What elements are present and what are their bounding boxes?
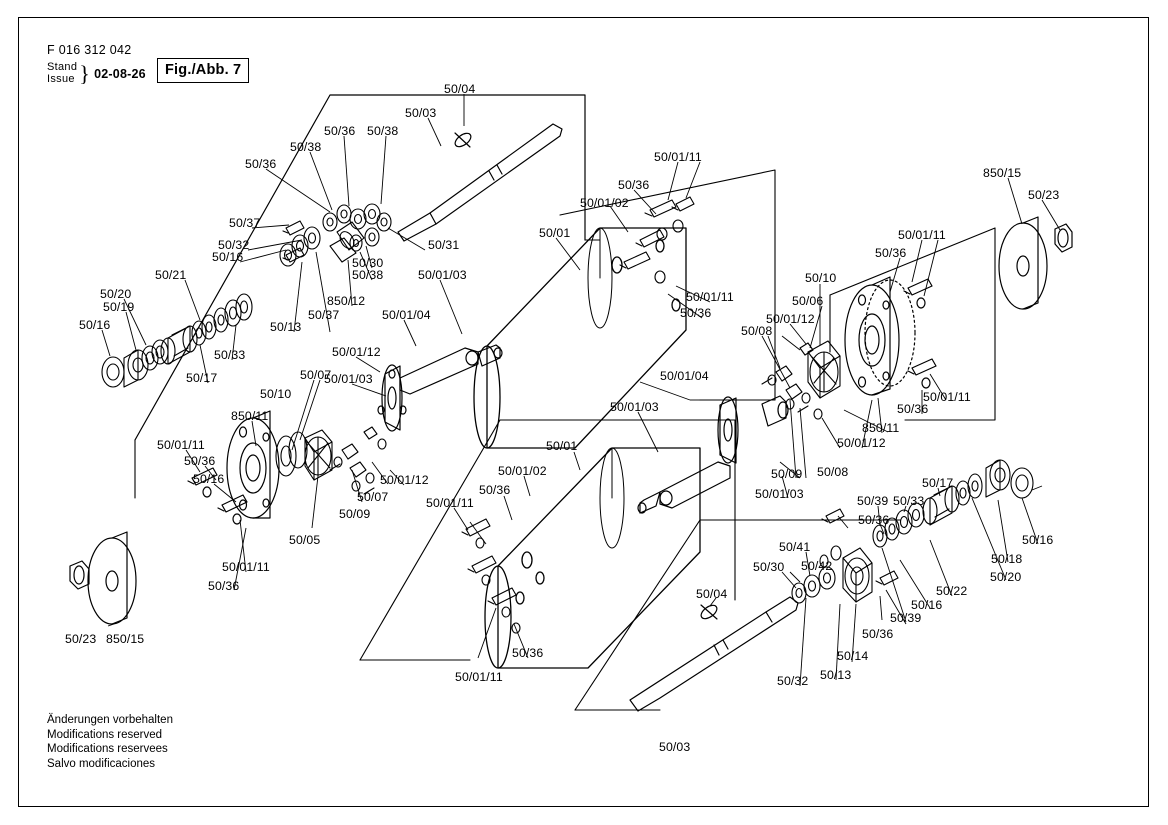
callout-label: 50/20	[990, 570, 1022, 584]
callout-label: 50/32	[218, 238, 250, 252]
callout-label: 50/01	[546, 439, 578, 453]
stand-issue-labels	[47, 62, 77, 85]
callout-label: 50/05	[289, 533, 321, 547]
callout-label: 50/01/11	[157, 438, 205, 452]
callout-label: 50/36	[858, 513, 890, 527]
callout-label: 50/01/04	[660, 369, 709, 383]
callout-label: 50/01/11	[686, 290, 734, 304]
callout-label: 50/07	[357, 490, 389, 504]
callout-label: 50/03	[405, 106, 437, 120]
callout-label: 50/10	[260, 387, 292, 401]
callout-label: 50/07	[300, 368, 332, 382]
callout-label: 50/38	[352, 268, 384, 282]
callout-label: 50/18	[991, 552, 1023, 566]
callout-label: 50/23	[65, 632, 97, 646]
callout-label: 850/15	[106, 632, 145, 646]
callout-label: 50/36	[324, 124, 356, 138]
callout-label: 50/19	[103, 300, 135, 314]
callout-label: 50/16	[212, 250, 244, 264]
callout-label: 50/36	[618, 178, 650, 192]
brace-glyph: }	[79, 60, 91, 86]
callout-label: 50/10	[805, 271, 837, 285]
legal-footer	[47, 713, 173, 771]
callout-label: 50/08	[817, 465, 849, 479]
callout-label: 50/41	[779, 540, 811, 554]
stand-label: Stand	[47, 61, 78, 73]
callout-label: 50/01/03	[324, 372, 373, 386]
footer-line-en: Modifications reserved	[47, 728, 163, 741]
callout-label: 50/01/04	[382, 308, 431, 322]
callout-label: 50/36	[862, 627, 894, 641]
callout-label: 50/20	[100, 287, 132, 301]
callout-label: 50/33	[893, 494, 925, 508]
page-border	[18, 17, 1149, 807]
callout-label: 50/04	[444, 82, 476, 96]
callout-label: 50/36	[897, 402, 929, 416]
footer-line-de: Änderungen vorbehalten	[47, 714, 173, 726]
callout-label: 50/13	[270, 320, 302, 334]
callout-label: 50/01/12	[837, 436, 886, 450]
callout-label: 50/01/02	[580, 196, 629, 210]
callout-label: 50/30	[753, 560, 785, 574]
callout-label: 50/03	[659, 740, 691, 754]
callout-label: 50/01/12	[766, 312, 815, 326]
callout-label: 50/01/03	[755, 487, 804, 501]
callout-label: 50/36	[875, 246, 907, 260]
part-number: F 016 312 042	[47, 43, 132, 57]
callout-label: 50/36	[680, 306, 712, 320]
issue-label: Issue	[47, 72, 75, 85]
callout-label: 50/21	[155, 268, 187, 282]
callout-label: 50/01/11	[654, 150, 702, 164]
callout-label: 50/36	[245, 157, 277, 171]
callout-label: 50/39	[890, 611, 922, 625]
callout-label: 50/16	[1022, 533, 1054, 547]
callout-label: 50/32	[777, 674, 809, 688]
callout-label: 50/04	[696, 587, 728, 601]
callout-label: 50/17	[186, 371, 218, 385]
callout-label: 50/36	[184, 454, 216, 468]
footer-line-es: Salvo modificaciones	[47, 757, 156, 770]
callout-label: 50/36	[208, 579, 240, 593]
callout-label: 850/11	[862, 421, 900, 435]
callout-label: 50/01/11	[923, 390, 971, 404]
callout-label: 50/23	[1028, 188, 1060, 202]
callout-label: 50/01/03	[418, 268, 467, 282]
callout-label: 50/16	[79, 318, 111, 332]
callout-label: 50/01/12	[380, 473, 429, 487]
callout-label: 50/16	[911, 598, 943, 612]
revision-date: 02-08-26	[94, 66, 146, 81]
callout-label: 50/01/11	[455, 670, 503, 684]
callout-label: 50/16	[193, 472, 225, 486]
callout-label: 850/12	[327, 294, 366, 308]
callout-label: 50/36	[479, 483, 511, 497]
callout-label: 50/42	[801, 559, 833, 573]
callout-label: 50/37	[308, 308, 340, 322]
callout-label: 50/01/12	[332, 345, 381, 359]
callout-label: 50/38	[290, 140, 322, 154]
callout-label: 50/01/11	[898, 228, 946, 242]
callout-label: 50/01/11	[222, 560, 270, 574]
callout-label: 50/01/03	[610, 400, 659, 414]
callout-label: 850/15	[983, 166, 1022, 180]
callout-label: 50/01/02	[498, 464, 547, 478]
document-header	[47, 43, 146, 85]
callout-label: 50/01	[539, 226, 571, 240]
callout-label: 50/30	[352, 256, 384, 270]
callout-label: 50/33	[214, 348, 246, 362]
callout-label: 50/31	[428, 238, 460, 252]
callout-label: 50/14	[837, 649, 869, 663]
callout-label: 50/17	[922, 476, 954, 490]
callout-label: 50/08	[741, 324, 773, 338]
callout-label: 50/38	[367, 124, 399, 138]
callout-label: 50/37	[229, 216, 261, 230]
callout-label: 50/39	[857, 494, 889, 508]
callout-label: 50/13	[820, 668, 852, 682]
footer-line-fr: Modifications reservees	[47, 743, 168, 755]
callout-label: 50/09	[339, 507, 371, 521]
figure-label: Fig./Abb. 7	[157, 58, 249, 83]
callout-label: 50/36	[512, 646, 544, 660]
callout-label: 850/11	[231, 409, 269, 423]
callout-label: 50/01/11	[426, 496, 474, 510]
callout-label: 50/22	[936, 584, 968, 598]
callout-label: 50/09	[771, 467, 803, 481]
callout-label: 50/06	[792, 294, 824, 308]
